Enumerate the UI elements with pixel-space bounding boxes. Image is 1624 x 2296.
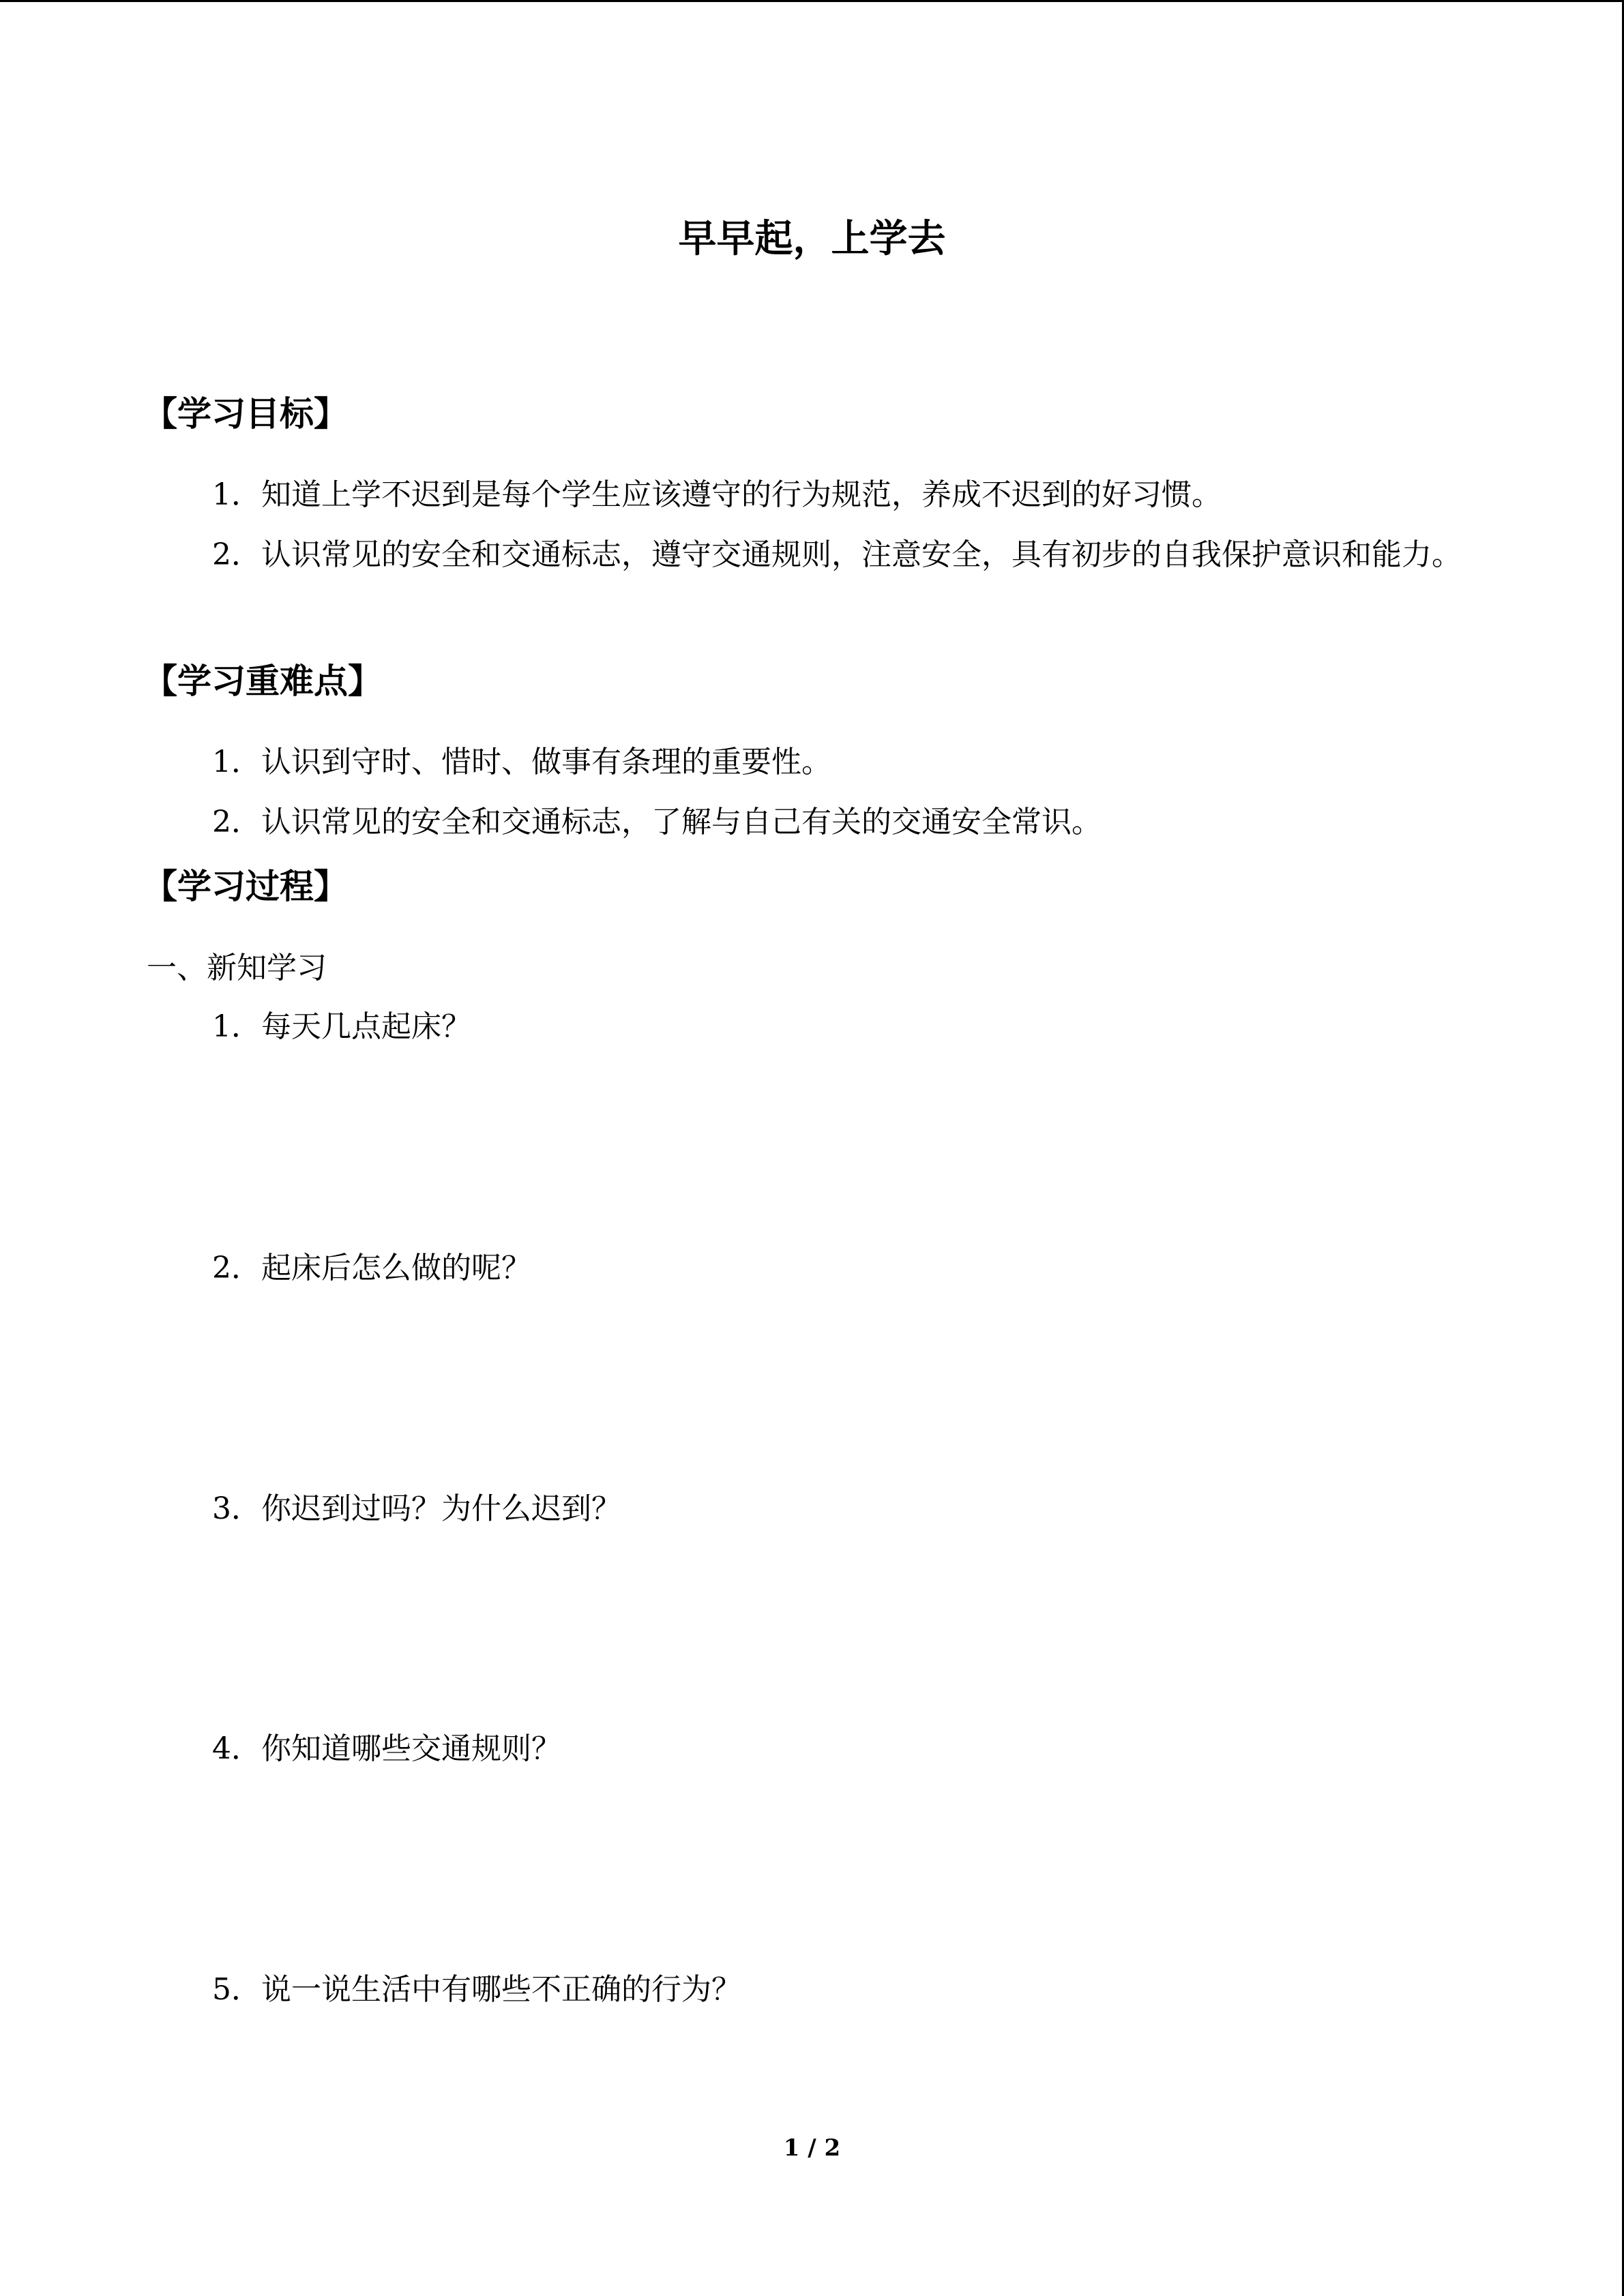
objective-item-1: 1．知道上学不迟到是每个学生应该遵守的行为规范，养成不迟到的好习惯。	[212, 477, 1222, 512]
page-top-border	[0, 0, 1624, 2]
key-point-item-1: 1．认识到守时、惜时、做事有条理的重要性。	[212, 745, 831, 779]
section-heading-objectives: 【学习目标】	[143, 393, 348, 434]
page-number: 1 / 2	[783, 2134, 841, 2162]
question-1: 1．每天几点起床？	[212, 1009, 471, 1044]
section-heading-process: 【学习过程】	[143, 866, 348, 906]
objective-item-2: 2．认识常见的安全和交通标志，遵守交通规则，注意安全，具有初步的自我保护意识和能力。	[212, 537, 1462, 572]
question-5: 5．说一说生活中有哪些不正确的行为？	[212, 1972, 741, 2007]
key-point-item-2: 2．认识常见的安全和交通标志，了解与自己有关的交通安全常识。	[212, 805, 1102, 839]
question-4: 4．你知道哪些交通规则？	[212, 1731, 561, 1766]
document-title: 早早起，上学去	[678, 216, 946, 261]
process-subheading: 一、新知学习	[147, 951, 327, 985]
question-2: 2．起床后怎么做的呢？	[212, 1251, 531, 1285]
question-3: 3．你迟到过吗？为什么迟到？	[212, 1491, 621, 1526]
section-heading-key-points: 【学习重难点】	[143, 661, 382, 701]
